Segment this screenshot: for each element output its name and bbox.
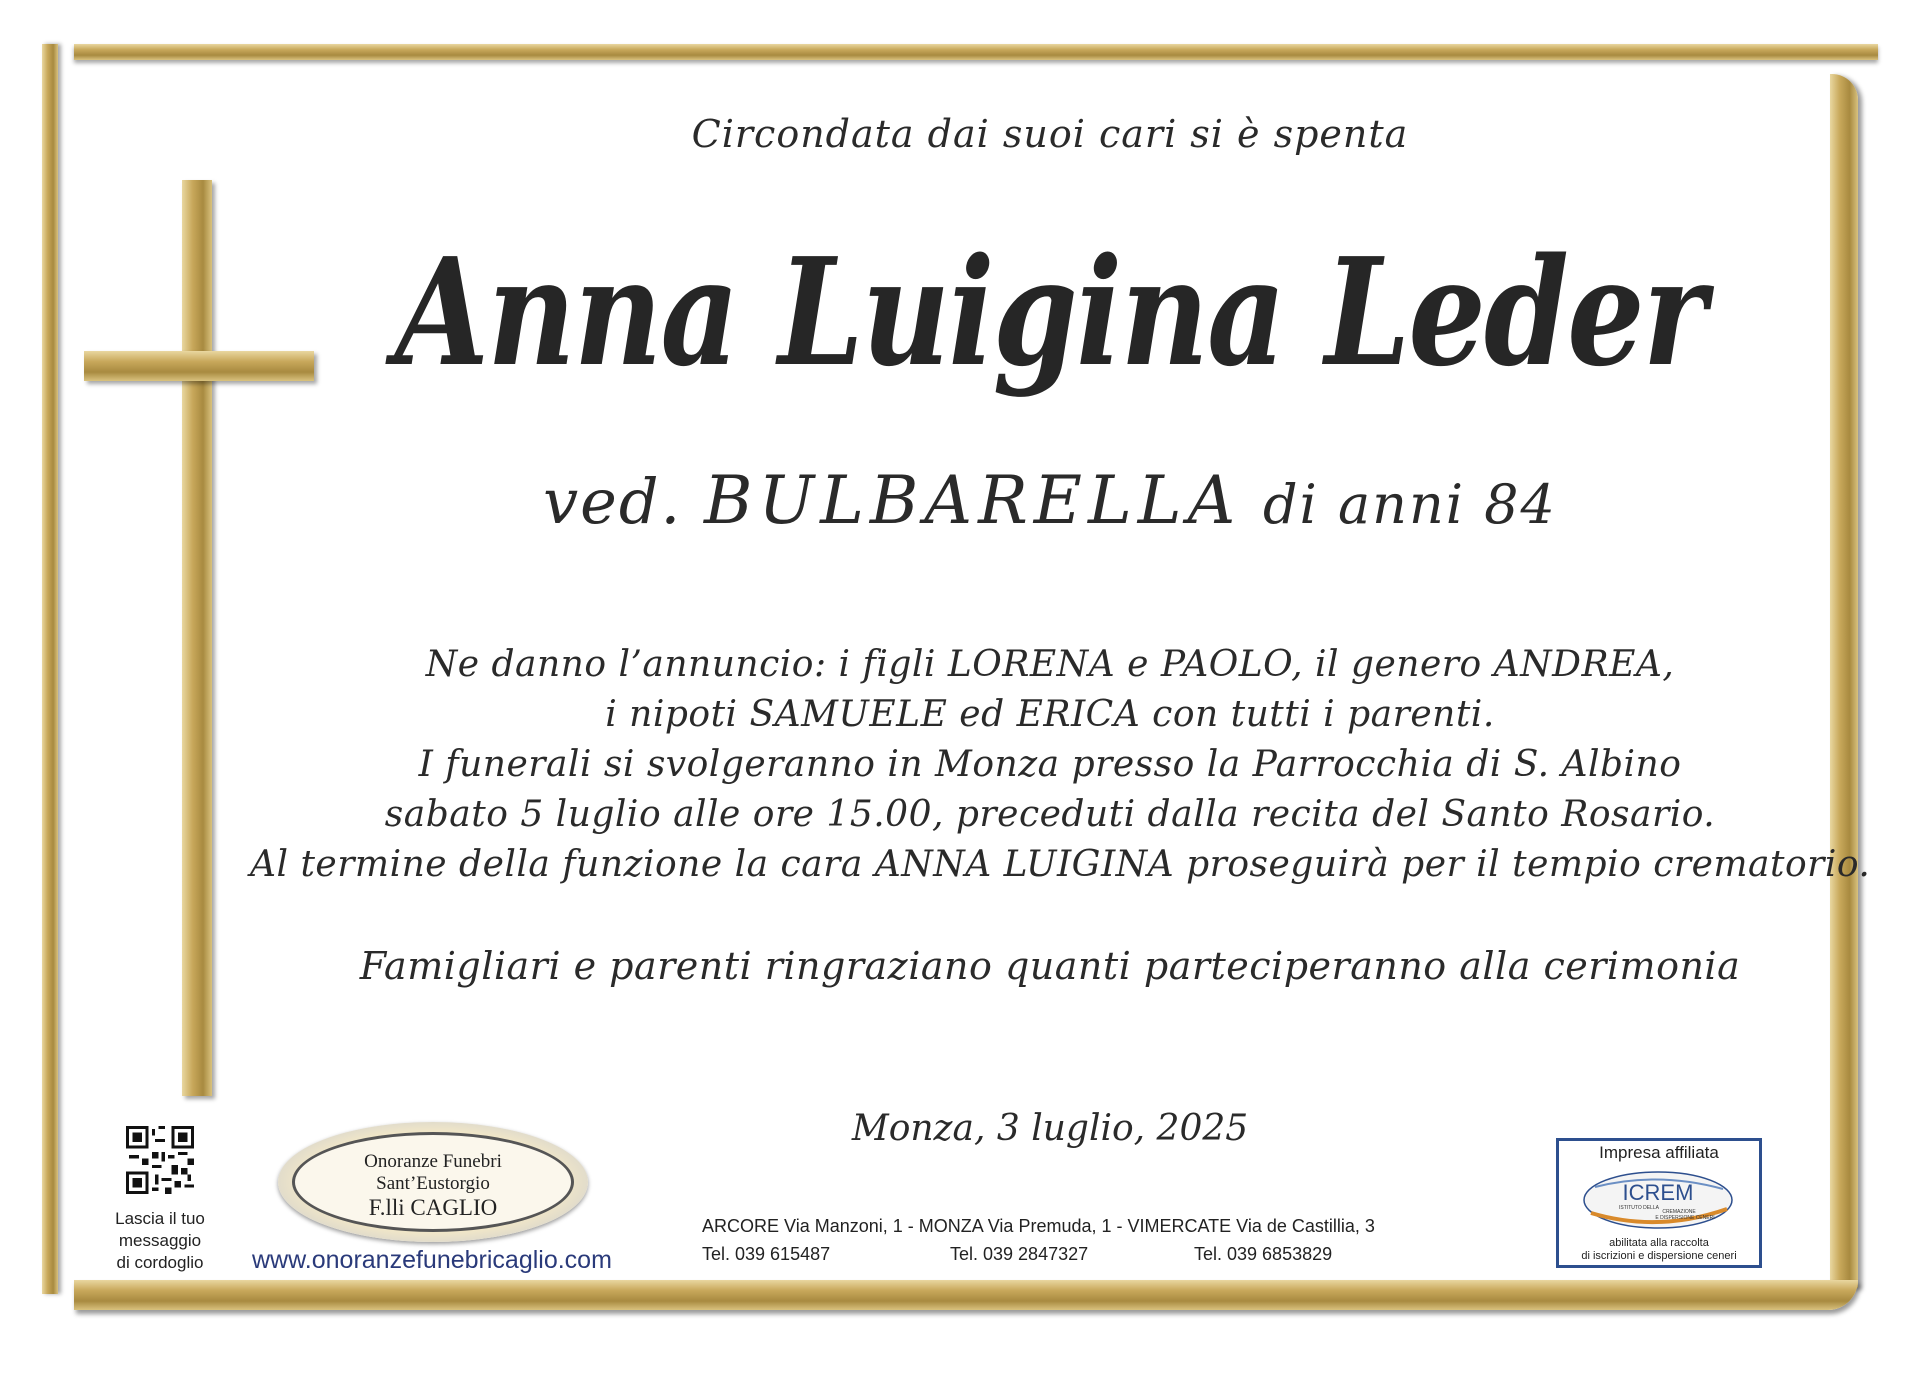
qr-label: [90, 1208, 230, 1274]
website-link[interactable]: www.onoranzefunebricaglio.com: [252, 1246, 612, 1274]
icrem-footer-line: di iscrizioni e dispersione ceneri: [1581, 1250, 1737, 1262]
icrem-logo-subtext: ISTITUTO DELLA: [1619, 1205, 1659, 1211]
phone-vimercate: Tel. 039 6853829: [1194, 1244, 1333, 1264]
icrem-footer-line: abilitata alla raccolta: [1609, 1237, 1709, 1249]
logo-line: Onoranze Funebri: [364, 1151, 502, 1172]
frame-left-border: [42, 44, 58, 1294]
icrem-badge: [1556, 1138, 1762, 1268]
logo-line: F.lli CAGLIO: [368, 1195, 498, 1220]
phone-monza: Tel. 039 2847327: [950, 1244, 1089, 1264]
icrem-logo-subtext: E DISPERSIONE CENERI: [1655, 1215, 1715, 1221]
deceased-name: Anna Luigina Leder: [394, 225, 1706, 399]
icrem-logo-text: ICREM: [1622, 1180, 1694, 1205]
logo-line: Sant’Eustorgio: [376, 1173, 490, 1194]
icrem-title: Impresa affiliata: [1599, 1143, 1719, 1162]
announcement-line: Al termine della funzione la cara ANNA LUIGINA proseguirà per il tempio crematorio.: [250, 844, 1871, 885]
intro-text: Circondata dai suoi cari si è spenta: [691, 112, 1409, 156]
age-text: di anni 84: [1262, 473, 1557, 536]
addresses-text: ARCORE Via Manzoni, 1 - MONZA Via Premuda, 1 - VIMERCATE Via de Castillia, 3: [702, 1216, 1375, 1236]
qr-label-line: Lascia il tuo: [115, 1209, 205, 1228]
announcement-line: i nipoti SAMUELE ed ERICA con tutti i parenti.: [605, 694, 1495, 735]
icrem-footer: [1559, 1237, 1759, 1263]
frame-bottom-border: [74, 1280, 1858, 1310]
cross-icon-horizontal-bar: [84, 351, 314, 381]
icrem-logo-subtext: CREMAZIONE: [1662, 1209, 1696, 1215]
qr-label-line: di cordoglio: [116, 1253, 204, 1272]
funeral-home-logo: [278, 1122, 588, 1242]
announcement-line: Ne danno l’annuncio: i figli LORENA e PAOLO, il genero ANDREA,: [425, 644, 1675, 685]
notice-date: Monza, 3 luglio, 2025: [851, 1108, 1249, 1149]
cross-icon-vertical-bar: [182, 180, 212, 1096]
announcement-line: I funerali si svolgeranno in Monza presso la Parrocchia di S. Albino: [418, 744, 1682, 785]
announcement-line: sabato 5 luglio alle ore 15.00, preceduti dalla recita del Santo Rosario.: [384, 794, 1716, 835]
phone-arcore: Tel. 039 615487: [702, 1244, 831, 1264]
subname-line: [250, 462, 1850, 539]
qr-code-icon[interactable]: [126, 1126, 194, 1194]
frame-top-border: [74, 44, 1878, 60]
married-surname: BULBARELLA: [703, 462, 1242, 539]
qr-label-line: messaggio: [118, 1231, 202, 1250]
announcement-block: [250, 640, 1871, 890]
icrem-logo-icon: [1581, 1169, 1735, 1231]
thanks-text: Famigliari e parenti ringraziano quanti parteciperanno alla cerimonia: [359, 944, 1741, 988]
widow-prefix: ved.: [543, 465, 683, 538]
